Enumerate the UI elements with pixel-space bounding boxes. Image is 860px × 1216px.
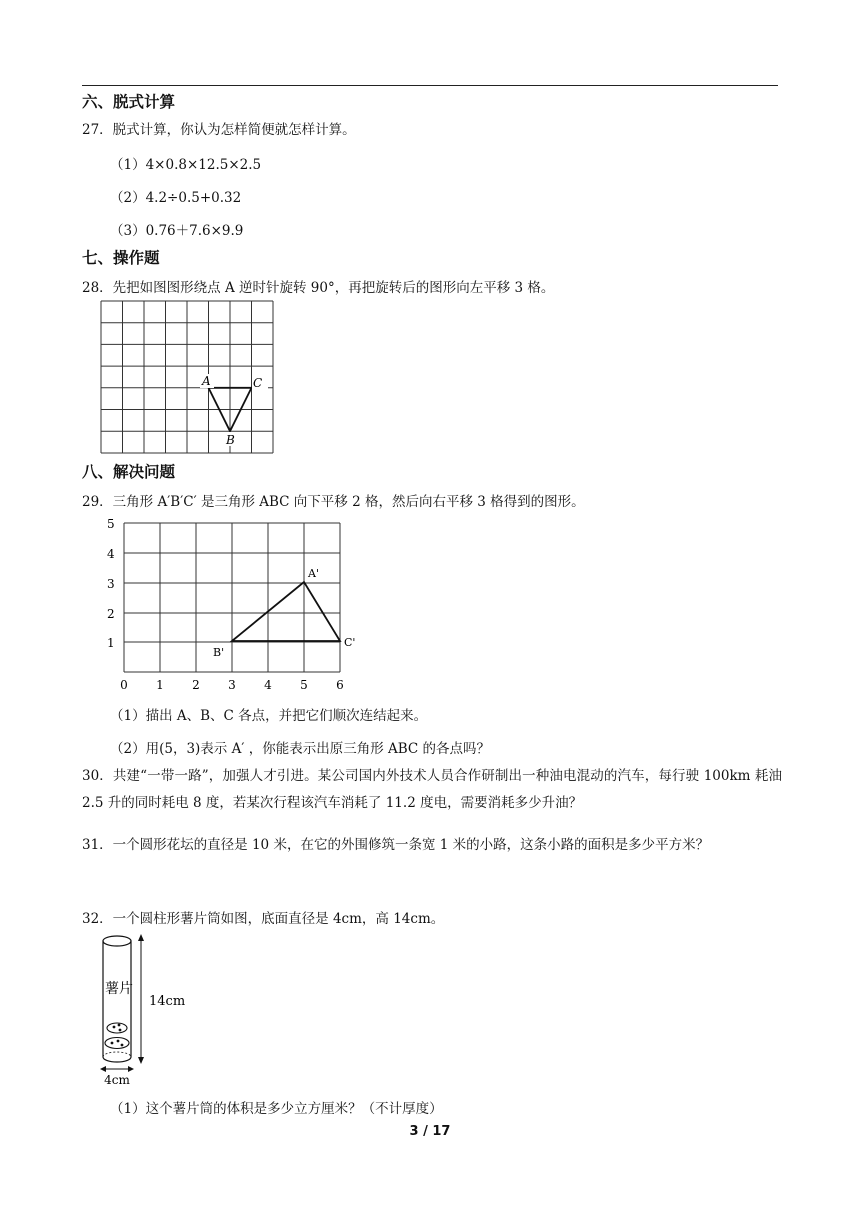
q29-label-c-prime: C' (344, 636, 356, 649)
q29-coordinate-grid (100, 512, 370, 694)
q29-triangle (232, 582, 340, 641)
y-tick-4: 4 (107, 547, 115, 561)
header-rule (82, 85, 778, 86)
q27-item-2: （2）4.2÷0.5+0.32 (110, 190, 242, 206)
q29-subquestion-1: （1）描出 A、B、C 各点，并把它们顺次连结起来。 (110, 708, 428, 724)
question-27: 27．脱式计算，你认为怎样简便就怎样计算。 (82, 122, 356, 138)
x-tick-2: 2 (192, 678, 200, 692)
q29-label-a-prime: A' (308, 567, 319, 580)
q32-subquestion-1: （1）这个薯片筒的体积是多少立方厘米？（不计厚度） (110, 1101, 443, 1117)
section-heading-8: 八、解决问题 (82, 463, 176, 481)
q28-label-c: C (253, 376, 263, 390)
x-tick-1: 1 (156, 678, 164, 692)
question-32: 32．一个圆柱形薯片筒如图，底面直径是 4cm，高 14cm。 (82, 911, 445, 927)
section-heading-7: 七、操作题 (82, 249, 160, 267)
cylinder-label: 薯片 (105, 981, 133, 997)
x-tick-5: 5 (300, 678, 308, 692)
y-tick-5: 5 (107, 517, 115, 531)
section-heading-6: 六、脱式计算 (82, 93, 176, 111)
cylinder-diameter-label: 4cm (104, 1073, 130, 1087)
q29-subquestion-2: （2）用(5，3)表示 A′ ，你能表示出原三角形 ABC 的各点吗？ (110, 741, 491, 757)
q27-item-1: （1）4×0.8×12.5×2.5 (110, 157, 262, 173)
q29-label-b-prime: B' (213, 646, 225, 659)
question-28: 28．先把如图图形绕点 A 逆时针旋转 90°，再把旋转后的图形向左平移 3 格。 (82, 280, 555, 296)
y-tick-1: 1 (107, 636, 115, 650)
x-tick-0: 0 (120, 678, 128, 692)
x-tick-6: 6 (336, 678, 344, 692)
y-tick-3: 3 (107, 577, 115, 591)
q32-cylinder-figure (95, 930, 235, 1090)
x-tick-3: 3 (228, 678, 236, 692)
page-number: 3 / 17 (409, 1124, 451, 1139)
cylinder-height-label: 14cm (149, 994, 186, 1009)
q28-label-b: B (226, 433, 235, 447)
q27-item-3: （3）0.76＋7.6×9.9 (110, 223, 244, 239)
question-29: 29．三角形 A′B′C′ 是三角形 ABC 向下平移 2 格，然后向右平移 3 格得到的图形。 (82, 494, 585, 510)
q28-label-a: A (202, 374, 211, 388)
x-tick-4: 4 (264, 678, 272, 692)
question-31: 31．一个圆形花坛的直径是 10 米，在它的外围修筑一条宽 1 米的小路，这条小路的面积是多少平方米？ (82, 837, 710, 853)
question-30: 30．共建“一带一路”，加强人才引进。某公司国内外技术人员合作研制出一种油电混动的汽车，每行驶 100km 耗油 2.5 升的同时耗电 8 度，若某次行程该汽车消耗了 11.2 度电，需要消耗多少升油？ (82, 768, 782, 811)
y-tick-2: 2 (107, 607, 115, 621)
q28-grid-figure (100, 300, 278, 456)
